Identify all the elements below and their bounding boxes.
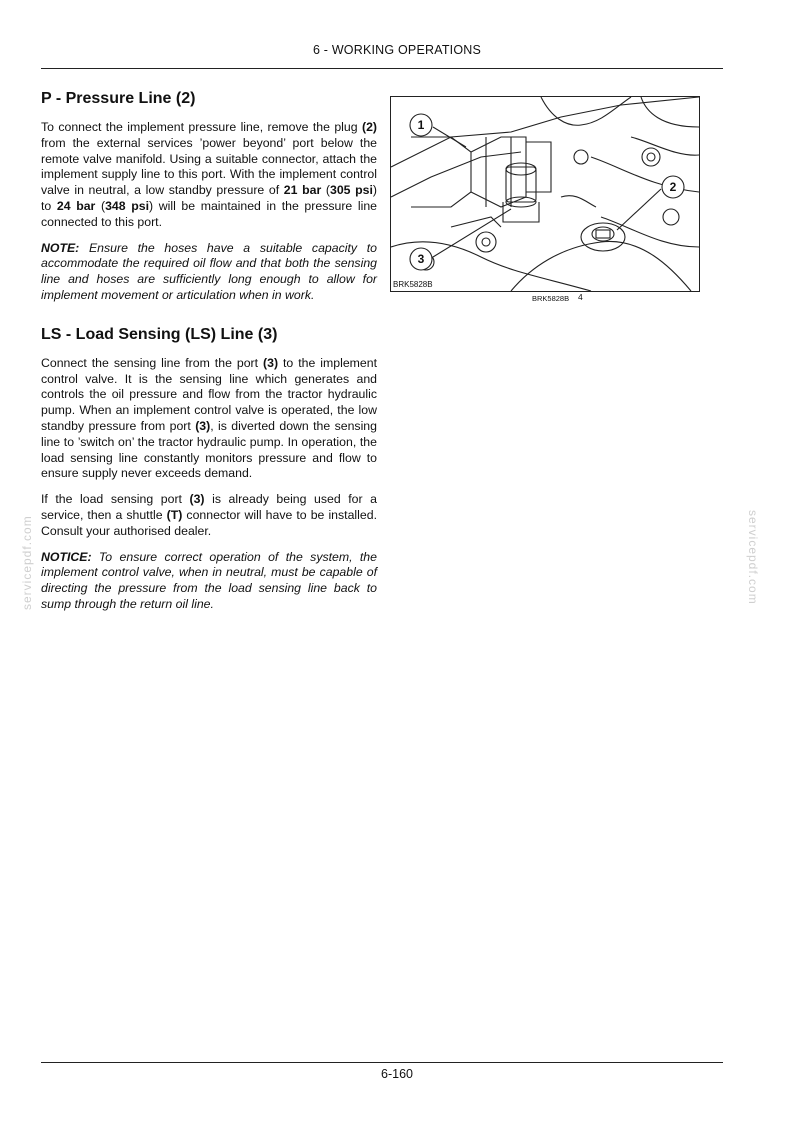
hydraulic-ports-illustration [390,96,700,292]
shuttle-connector-paragraph: If the load sensing port (3) is already being used for a service, then a shuttle (T) connector will have to be installed. Consult your authorised dealer. [41,492,377,538]
figure-image-code: BRK5828B [393,280,433,289]
callout-3-label: 3 [417,252,425,266]
pressure-line-note: NOTE: Ensure the hoses have a suitable capacity to accommodate the required oil flow and that both the sensing line and hoses are sufficiently long enough to allow for implement movement or articulation when in work. [41,240,377,302]
section-heading-load-sensing: LS - Load Sensing (LS) Line (3) [41,325,278,343]
figure-number: 4 [578,292,583,302]
page-number: 6-160 [381,1067,413,1081]
page-header-title: 6 - WORKING OPERATIONS [312,43,482,57]
watermark-right: servicepdf.com [746,510,760,605]
footer-rule [41,1062,723,1063]
callout-1-label: 1 [417,118,425,132]
main-content [41,90,377,623]
load-sensing-paragraph: Connect the sensing line from the port (3) to the implement control valve. It is the sensing line which generates and controls the oil pressure and flow from the tractor hydraulic pump. When an implement control valve is operated, the low standby pressure from port (3), is diverted down the sensing line to ’switch on’ the tractor hydraulic pump. In operation, the load sensing line constantly monitors pressure and flow to ensure supply never exceeds demand. [41,355,377,481]
watermark-left: servicepdf.com [20,515,34,610]
pressure-line-paragraph: To connect the implement pressure line, remove the plug (2) from the external services ’power beyond’ port below the remote valve manifold. Using a suitable connector, attach the implement supply line to this port. With the implement control valve in neutral, a low standby pressure of 21 bar (305 psi) to 24 bar (348 psi) will be maintained in the pressure line connected to this port. [41,120,378,229]
figure-caption-code: BRK5828B [532,294,570,303]
section-heading-pressure-line: P - Pressure Line (2) [41,90,196,107]
callout-2-label: 2 [669,180,677,194]
header-rule [41,68,723,69]
load-sensing-notice: NOTICE: To ensure correct operation of the system, the implement control valve, when in neutral, must be capable of directing the pressure from the load sensing line back to sump through the return oil line. [41,549,377,611]
